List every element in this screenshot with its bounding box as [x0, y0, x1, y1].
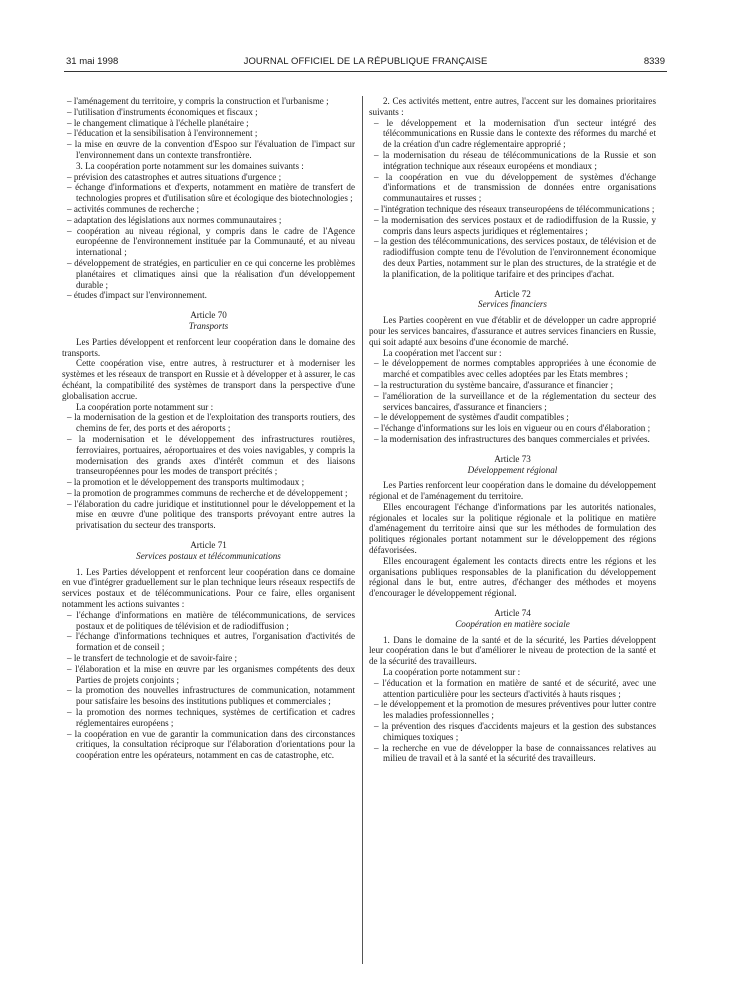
- paragraph: 3. La coopération porte notamment sur les domaines suivants :: [76, 160, 304, 171]
- paragraph: 1. Les Parties développent et renforcent leur coopération dans ce domaine en vue d'intégrer graduellement sur le plan technique leurs réseaux respectifs de services postaux et de télécommunications. Pour ce faire, elles organisent notamment les actions suivantes :: [62, 566, 355, 610]
- list-item: – l'aménagement du territoire, y compris la construction et l'urbanisme ;: [67, 96, 329, 106]
- list-item: – la prévention des risques d'accidents majeurs et la gestion des substances chimiques toxiques ;: [374, 721, 656, 742]
- list-item: – l'éducation et la sensibilisation à l'environnement ;: [67, 128, 258, 139]
- paragraph: Les Parties coopèrent en vue d'établir et de développer un cadre approprié pour les services bancaires, d'assurance et autres services financiers en Russie, qui soit adapté aux besoins d'une économie de marché.: [369, 315, 656, 347]
- list-item: – la modernisation de la gestion et de l'exploitation des transports routiers, des chemins de fer, des ports et des aéroports ;: [67, 412, 355, 434]
- list-item: – la gestion des télécommunications, des services postaux, de télévision et de radiodiffusion compte tenu de l'évolution de l'environnement économique des deux Parties, notamment sur le plan des structures, de la stratégie et de la planification, de la politique tarifaire et des principes d'achat.: [374, 236, 656, 279]
- list-item: – la modernisation du réseau de télécommunications de la Russie et son intégration technique aux réseaux européens et mondiaux ;: [374, 149, 656, 171]
- list-item: – la promotion des normes techniques, systèmes de certification et cadres réglementaires européens ;: [67, 707, 355, 728]
- header-date: 31 mai 1998: [66, 56, 119, 67]
- list-item: – l'échange d'informations en matière de télécommunications, de services postaux et de politiques de télévision et de radiodiffusion ;: [67, 609, 355, 631]
- list-item: – développement de stratégies, en particulier en ce qui concerne les problèmes planétaires et climatiques ainsi que la réalisation d'un développement durable ;: [67, 257, 355, 290]
- list-item: – activités communes de recherche ;: [67, 203, 200, 214]
- list-item: – la restructuration du système bancaire, d'assurance et financier ;: [374, 379, 613, 390]
- left-column: [62, 96, 355, 761]
- list-item: – l'élaboration et la mise en œuvre par les organismes compétents des deux Parties de projets conjoints ;: [67, 663, 355, 685]
- paragraph: Elles encouragent l'échange d'informations par les autorités nationales, régionales et locales sur la politique régionale et la politique en matière d'aménagement du territoire ainsi que sur les méthodes de formulation des politiques régionales portant notamment sur le développement des régions défavorisées.: [369, 501, 656, 556]
- journal-title: JOURNAL OFFICIEL DE LA RÉPUBLIQUE FRANÇAISE: [243, 56, 488, 67]
- list-item: – l'intégration technique des réseaux transeuropéens de télécommunications ;: [374, 203, 655, 214]
- list-item: – le développement de normes comptables appropriées à une économie de marché et compatibles avec celles adoptées par les Etats membres ;: [374, 358, 656, 380]
- list-item: – la promotion des nouvelles infrastructures de communication, notamment pour satisfaire les besoins des institutions publiques et commerciales ;: [67, 685, 355, 707]
- list-item: – adaptation des législations aux normes communautaires ;: [67, 214, 282, 225]
- list-item: – la coopération en vue du développement de systèmes d'échange d'informations et de transmission de données entre organisations communautaires et russes ;: [374, 171, 656, 204]
- list-item: – études d'impact sur l'environnement.: [67, 290, 207, 301]
- page-number: 8339: [643, 56, 665, 67]
- paragraph: Les Parties renforcent leur coopération dans le domaine du développement régional et de l'aménagement du territoire.: [369, 480, 656, 502]
- paragraph: La coopération met l'accent sur :: [383, 347, 502, 358]
- article-title: Transports: [188, 320, 229, 331]
- paragraph: Les Parties développent et renforcent leur coopération dans le domaine des transports.: [62, 336, 355, 358]
- list-item: – la modernisation des infrastructures des banques commerciales et privées.: [374, 433, 650, 444]
- list-item: – échange d'informations et d'experts, notamment en matière de transfert de technologies propres et d'utilisation sûre et écologique des biotechnologies ;: [67, 182, 355, 204]
- list-item: – le développement de systèmes d'audit compatibles ;: [374, 412, 569, 423]
- list-item: – la recherche en vue de développer la base de connaissances relatives au milieu de travail et à la santé et la sécurité des travailleurs.: [374, 742, 656, 764]
- article-title: Coopération en matière sociale: [455, 618, 570, 629]
- article-heading: Article 73: [494, 453, 531, 464]
- page-header: [0, 56, 731, 70]
- list-item: – l'échange d'informations sur les lois en vigueur ou en cours d'élaboration ;: [374, 423, 651, 434]
- paragraph: La coopération porte notamment sur :: [383, 667, 521, 678]
- article-title: Services postaux et télécommunications: [136, 550, 281, 561]
- list-item: – le développement et la promotion de mesures préventives pour lutter contre les maladies professionnelles ;: [374, 699, 656, 721]
- list-item: – l'utilisation d'instruments économiques et fiscaux ;: [67, 106, 258, 117]
- list-item: – le transfert de technologie et de savoir-faire ;: [67, 653, 237, 664]
- list-item: – le changement climatique à l'échelle planétaire ;: [67, 117, 249, 128]
- list-item: – l'élaboration du cadre juridique et institutionnel pour le développement et la mise en œuvre d'une politique des transports prévoyant entre autres la privatisation du secteur des transports.: [67, 498, 355, 531]
- paragraph: 1. Dans le domaine de la santé et de la sécurité, les Parties développent leur coopération dans le but d'améliorer le niveau de protection de la santé et de la sécurité des travailleurs.: [369, 634, 656, 667]
- list-item: – la modernisation des services postaux et de radiodiffusion de la Russie, y compris dans leurs aspects juridiques et réglementaires ;: [374, 214, 656, 236]
- list-item: – l'échange d'informations techniques et autres, l'organisation d'activités de formation et de conseil ;: [67, 631, 355, 653]
- column-divider: [362, 96, 363, 964]
- article-heading: Article 70: [190, 310, 227, 321]
- list-item: – la mise en œuvre de la convention d'Espoo sur l'évaluation de l'impact sur l'environnement dans un contexte transfrontière.: [67, 139, 355, 160]
- article-heading: Article 71: [190, 540, 227, 551]
- list-item: – l'amélioration de la surveillance et de la réglementation du secteur des services bancaires, d'assurance et financiers ;: [374, 390, 656, 412]
- paragraph: Cette coopération vise, entre autres, à restructurer et à moderniser les systèmes et les réseaux de transport en Russie et à développer et à assurer, le cas échéant, la compatibilité des systèmes de transport dans la perspective d'une globalisation accrue.: [62, 358, 355, 401]
- paragraph: 2. Ces activités mettent, entre autres, l'accent sur les domaines prioritaires suivants :: [369, 96, 656, 117]
- article-title: Développement régional: [467, 464, 558, 475]
- list-item: – prévision des catastrophes et autres situations d'urgence ;: [67, 171, 282, 182]
- header-rule: [64, 71, 667, 72]
- list-item: – la coopération en vue de garantir la communication dans des circonstances critiques, la consultation réciproque sur l'élaboration d'orientations pour la coopération entre les opérateurs, notamment en cas de catastrophe, etc.: [67, 728, 355, 761]
- list-item: – la promotion et le développement des transports multimodaux ;: [67, 477, 305, 488]
- article-heading: Article 72: [494, 288, 531, 299]
- paragraph: Elles encouragent également les contacts directs entre les régions et les organisations publiques responsables de la planification du développement régional dans le but, entre autres, d'échanger des méthodes et moyens d'encourager le développement régional.: [369, 555, 656, 599]
- right-column: [369, 96, 656, 764]
- article-title: Services financiers: [478, 299, 547, 310]
- list-item: – la modernisation et le développement des infrastructures routières, ferroviaires, portuaires, aéroportuaires et des voies navigables, y compris la modernisation des grands axes d'intérêt commun et des liaisons transeuropéennes pour les modes de transport précités ;: [67, 433, 355, 477]
- list-item: – la promotion de programmes communs de recherche et de développement ;: [67, 487, 348, 498]
- article-heading: Article 74: [494, 608, 531, 619]
- list-item: – l'éducation et la formation en matière de santé et de sécurité, avec une attention particulière pour les secteurs d'activités à hauts risques ;: [374, 677, 656, 699]
- paragraph: La coopération porte notamment sur :: [76, 401, 214, 412]
- list-item: – le développement et la modernisation d'un secteur intégré des télécommunications en Russie dans le contexte des réformes du marché et de la création d'un cadre réglementaire approprié ;: [374, 117, 656, 150]
- list-item: – coopération au niveau régional, y compris dans le cadre de l'Agence européenne de l'environnement instituée par la Communauté, et au niveau international ;: [67, 225, 355, 258]
